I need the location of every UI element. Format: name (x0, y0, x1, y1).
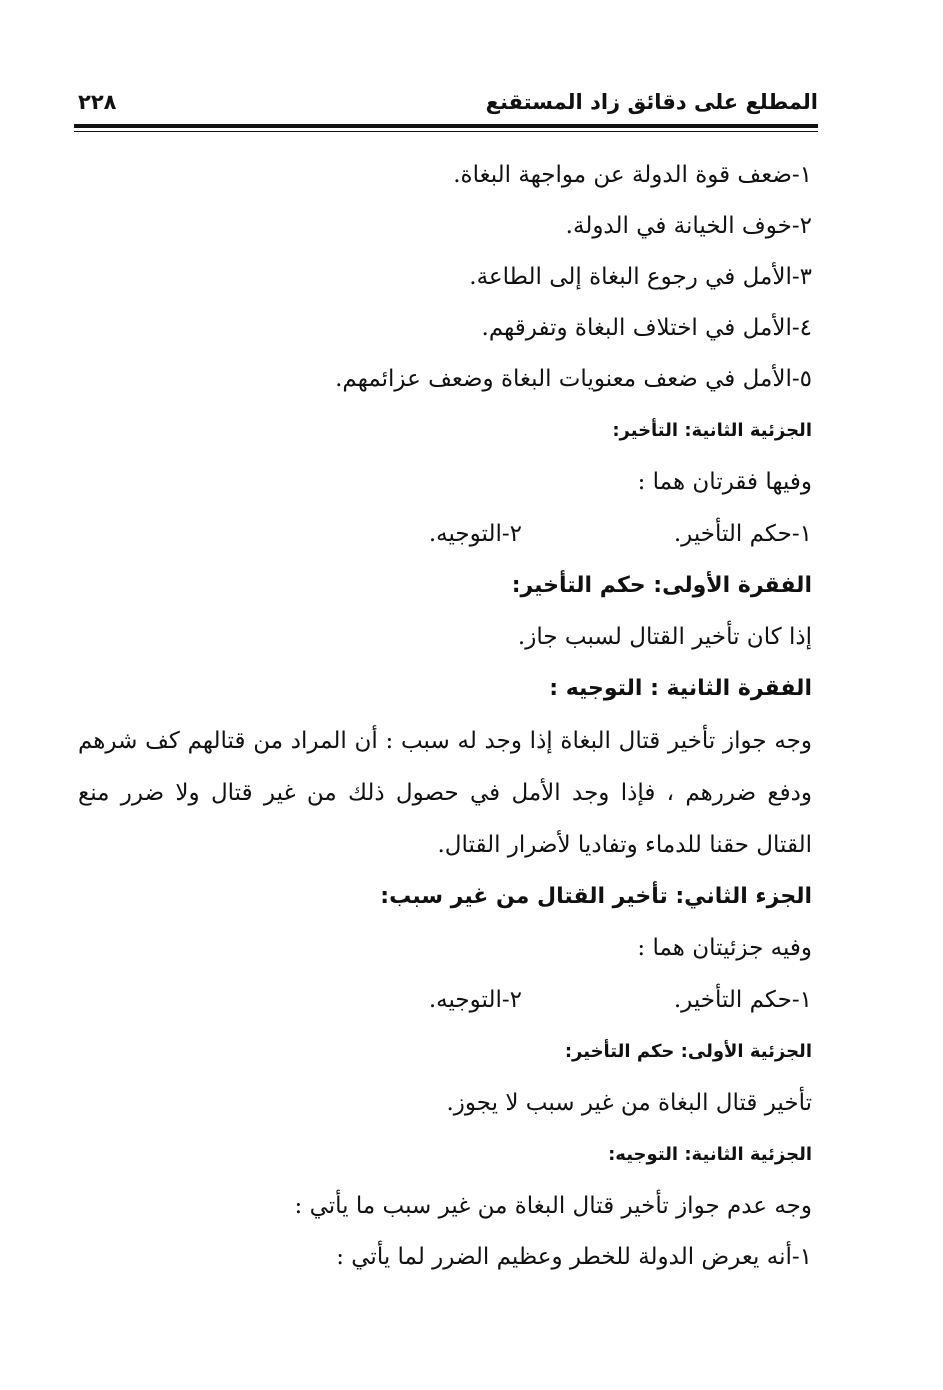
section-heading: الجزئية الثانية: التوجيه: (608, 1144, 812, 1165)
list-item: ٢-التوجيه. (428, 987, 522, 1013)
list-item: ٥-الأمل في ضعف معنويات البغاة وضعف عزائمهم. (335, 366, 812, 392)
text-line: إذا كان تأخير القتال لسبب جاز. (517, 624, 812, 650)
text-line: وفيه جزئيتان هما : (637, 935, 812, 961)
section-heading: الجزئية الأولى: حكم التأخير: (564, 1041, 812, 1062)
list-item: ٢-خوف الخيانة في الدولة. (565, 213, 812, 239)
text-line: تأخير قتال البغاة من غير سبب لا يجوز. (446, 1090, 812, 1116)
header-rule-thin (74, 131, 818, 132)
section-heading: الجزء الثاني: تأخير القتال من غير سبب: (380, 884, 812, 909)
list-item: ١-ضعف قوة الدولة عن مواجهة البغاة. (453, 162, 812, 188)
list-item: ١-حكم التأخير. (673, 987, 812, 1013)
list-item: ٢-التوجيه. (428, 521, 522, 547)
page-number: ٢٢٨ (78, 90, 117, 114)
paragraph: وجه جواز تأخير قتال البغاة إذا وجد له سبب : أن المراد من قتالهم كف شرهم ودفع ضررهم ، فإذا وجد الأمل في حصول ذلك من غير قتال ولا ضرر منع القتال حقنا للدماء وتفاديا لأضرار القتال. (78, 728, 812, 858)
two-column-list (78, 508, 812, 560)
book-title: المطلع على دقائق زاد المستقنع (485, 90, 818, 114)
list-item: ١-حكم التأخير. (673, 521, 812, 547)
section-heading: الفقرة الثانية : التوجيه : (549, 676, 812, 701)
list-item: ٣-الأمل في رجوع البغاة إلى الطاعة. (469, 264, 812, 290)
text-line: وجه عدم جواز تأخير قتال البغاة من غير سبب ما يأتي : (294, 1193, 812, 1219)
page-header (78, 90, 818, 124)
list-item: ١-أنه يعرض الدولة للخطر وعظيم الضرر لما يأتي : (336, 1244, 812, 1270)
list-item: ٤-الأمل في اختلاف البغاة وتفرقهم. (481, 315, 812, 341)
text-line: وفيها فقرتان هما : (637, 469, 812, 495)
header-rule-thick (74, 124, 818, 128)
section-heading: الفقرة الأولى: حكم التأخير: (511, 573, 812, 598)
section-heading: الجزئية الثانية: التأخير: (612, 420, 812, 441)
page-body (78, 150, 812, 1283)
two-column-list (78, 974, 812, 1026)
